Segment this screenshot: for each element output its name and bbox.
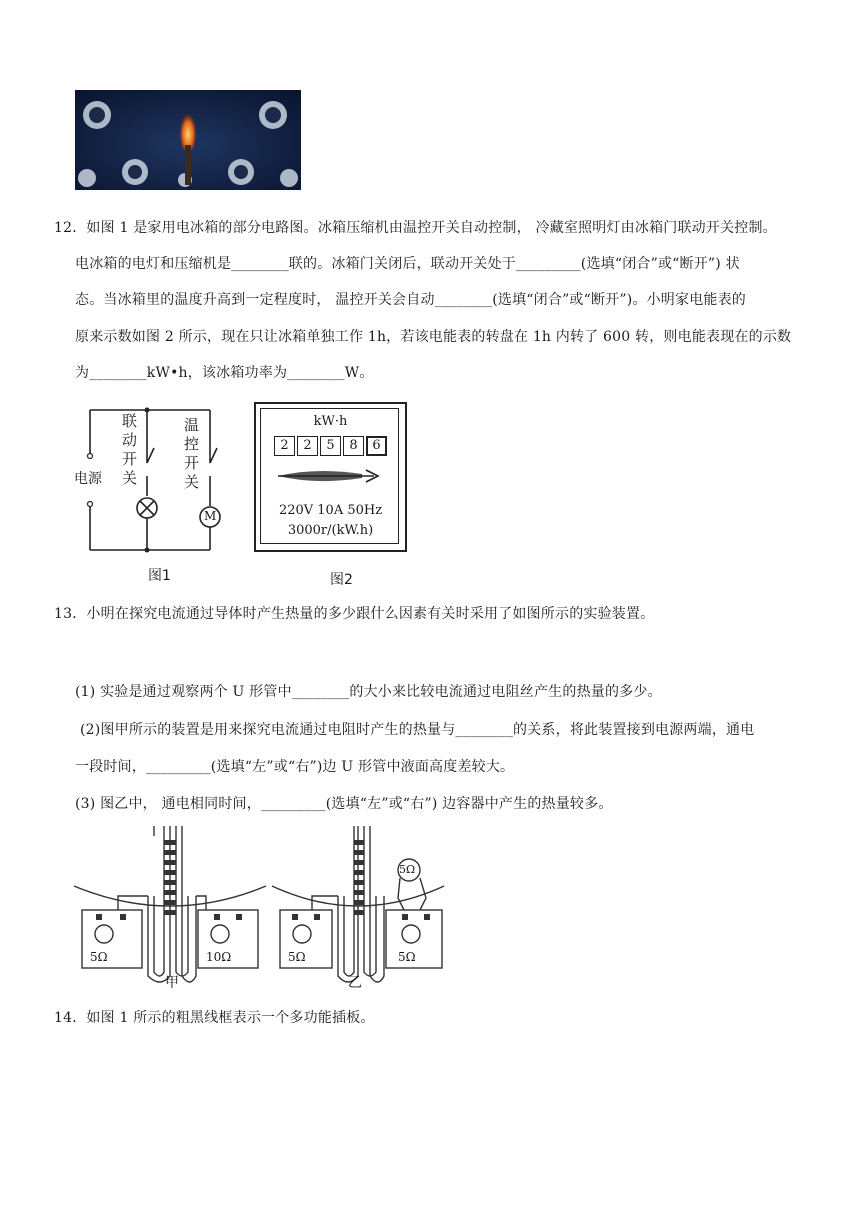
thermostat-switch-label: 温控开关 bbox=[184, 416, 200, 491]
meter-digit: 2 bbox=[297, 436, 318, 456]
resistor-label-left: 5Ω bbox=[90, 950, 108, 964]
meter-digit: 8 bbox=[343, 436, 364, 456]
apparatus-figure-yi bbox=[268, 826, 448, 994]
power-label: 电源 bbox=[74, 471, 102, 487]
meter-unit: kW·h bbox=[313, 414, 348, 429]
circuit-figure-1 bbox=[70, 398, 230, 588]
q12-line5: 为________kW•h，该冰箱功率为________W。 bbox=[75, 365, 374, 381]
meter-disk-arrow-icon bbox=[276, 466, 386, 486]
figure-2-caption: 图2 bbox=[330, 572, 353, 588]
q12-line2: 电冰箱的电灯和压缩机是________联的。冰箱门关闭后，联动开关处于_________(选填“闭合”或“断开”) 状 bbox=[75, 256, 740, 272]
q13-sub3: (3) 图乙中， 通电相同时间，_________(选填“左”或“右”) 边容器中产生的热量较多。 bbox=[75, 796, 613, 812]
meter-digit: 2 bbox=[274, 436, 295, 456]
meter-constant: 3000r/(kW.h) bbox=[287, 523, 374, 538]
interlock-switch-label: 联动开关 bbox=[122, 412, 138, 487]
meter-digit-decimal: 6 bbox=[366, 436, 387, 456]
apparatus-figure-jia bbox=[70, 826, 270, 994]
figure-jia-caption: 甲 bbox=[165, 975, 179, 991]
resistor-label-right: 10Ω bbox=[206, 950, 232, 964]
q13-sub2a: (2)图甲所示的装置是用来探究电流通过电阻时产生的热量与________的关系，将此装置接到电源两端，通电 bbox=[80, 722, 755, 738]
snowflake-photo bbox=[75, 90, 301, 190]
q13-sub2b: 一段时间，_________(选填“左”或“右”)边 U 形管中液面高度差较大。 bbox=[75, 759, 515, 775]
figure-yi-caption: 乙 bbox=[348, 975, 362, 991]
q14-line1: 14．如图 1 所示的粗黑线框表示一个多功能插板。 bbox=[54, 1010, 375, 1026]
electricity-meter-figure-2 bbox=[254, 402, 406, 588]
meter-spec: 220V 10A 50Hz bbox=[278, 503, 383, 518]
meter-digit: 5 bbox=[320, 436, 341, 456]
q13-sub1: (1) 实验是通过观察两个 U 形管中________的大小来比较电流通过电阻丝产生的热量的多少。 bbox=[75, 684, 662, 700]
figure-1-caption: 图1 bbox=[148, 568, 171, 584]
resistor-label-right: 5Ω bbox=[398, 950, 416, 964]
motor-label: M bbox=[204, 509, 217, 523]
q12-line3: 态。当冰箱里的温度升高到一定程度时， 温控开关会自动________(选填“闭合”或“断开”)。小明家电能表的 bbox=[75, 292, 747, 308]
meter-digits bbox=[274, 436, 387, 456]
resistor-label-left: 5Ω bbox=[288, 950, 306, 964]
q12-line1: 12．如图 1 是家用电冰箱的部分电路图。冰箱压缩机由温控开关自动控制， 冷藏室照明灯由冰箱门联动开关控制。 bbox=[54, 220, 777, 236]
resistor-label-parallel: 5Ω bbox=[399, 863, 416, 876]
q13-line1: 13．小明在探究电流通过导体时产生热量的多少跟什么因素有关时采用了如图所示的实验装置。 bbox=[54, 606, 655, 622]
q12-line4: 原来示数如图 2 所示，现在只让冰箱单独工作 1h，若该电能表的转盘在 1h 内转了 600 转，则电能表现在的示数 bbox=[75, 329, 792, 345]
